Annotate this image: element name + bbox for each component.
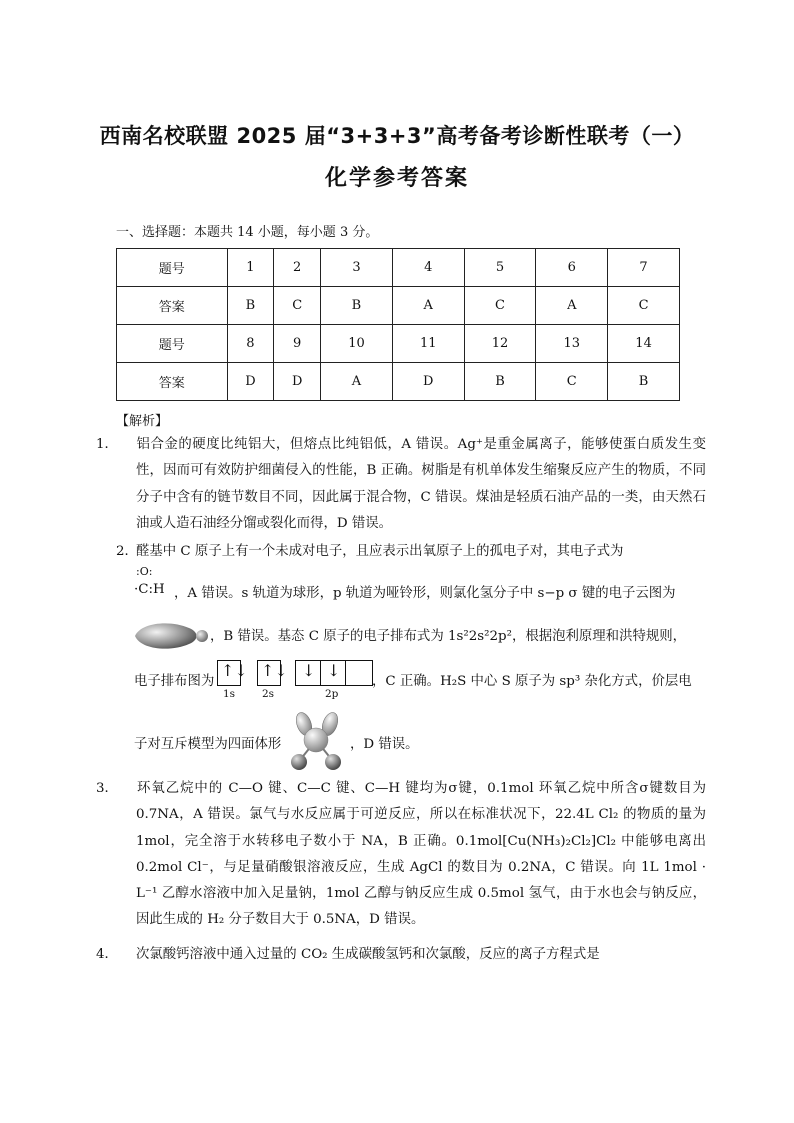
table-cell: B [608,363,680,401]
question-text: 次氯酸钙溶液中通入过量的 CO₂ 生成碳酸氢钙和次氯酸，反应的离子方程式是 [136,947,600,962]
paired-arrows-icon: ↑↓ [221,661,248,680]
title-line-1: 西南名校联盟 2025 届“3+3+3”高考备考诊断性联考（一） [99,124,695,148]
question-2-line-5a: 子对互斥模型为四面体形 [134,737,282,752]
table-cell: 10 [321,325,393,363]
aldehyde-formula-top: :O: [136,565,153,578]
question-2-line-4b: ，C 正确。H₂S 中心 S 原子为 sp³ 杂化方式，价层电 [372,674,692,689]
table-cell: 13 [536,325,608,363]
question-number: 1． [96,437,118,452]
table-cell: 9 [274,325,321,363]
divider [320,660,321,686]
table-cell: 6 [536,249,608,287]
question-text: 铝合金的硬度比纯铝大，但熔点比纯铝低，A 错误。Ag⁺是重金属离子，能够使蛋白质发生变性，因而可有效防护细菌侵入的性能，B 正确。树脂是有机单体发生缩聚反应产生的物质，不同分子中含有的链节数目不同，因此属于混合物，C 错误。煤油是轻质石油产品的一类，由天然石油或人造石油经分馏或裂化而得，D 错误。 [136,437,706,531]
question-4-explanation [96,942,706,968]
question-3-explanation [96,776,706,934]
question-2-line-5b: ，D 错误。 [350,737,419,752]
table-cell: B [321,287,393,325]
table-cell: C [608,287,680,325]
table-row [117,325,680,363]
table-cell: 8 [227,325,274,363]
row-header-cell: 答案 [117,287,228,325]
analysis-heading: 【解析】 [116,414,169,429]
answer-table [116,248,680,401]
aldehyde-formula-bottom: ·C:H [134,582,165,597]
question-2-line-2: ，A 错误。s 轨道为球形，p 轨道为哑铃形，则氯化氢分子中 s−p σ 键的电子云图为 [174,586,676,601]
question-number: 3． [96,781,118,796]
question-number: 2． [116,544,138,559]
table-cell: A [392,287,464,325]
table-cell: 3 [321,249,393,287]
table-cell: 12 [464,325,536,363]
table-row [117,287,680,325]
orbital-label-2s: 2s [262,688,275,700]
table-cell: D [392,363,464,401]
question-text: 醛基中 C 原子上有一个未成对电子，且应表示出氧原子上的孤电子对，其电子式为 [136,544,624,559]
orbital-label-1s: 1s [223,688,236,700]
question-2-line-3: ，B 错误。基态 C 原子的电子排布式为 1s²2s²2p²，根据泡利原理和洪特规则， [210,629,687,644]
section-heading: 一、选择题：本题共 14 小题，每小题 3 分。 [116,225,379,240]
table-cell: 1 [227,249,274,287]
table-cell: 14 [608,325,680,363]
table-cell: C [536,363,608,401]
question-2-line-4a: 电子排布图为 [134,674,215,689]
single-arrow-icon: ↓ [302,661,316,680]
table-cell: 7 [608,249,680,287]
orbital-label-2p: 2p [325,688,339,700]
question-1-explanation [96,432,706,537]
row-header-cell: 答案 [117,363,228,401]
table-cell: B [464,363,536,401]
table-row [117,363,680,401]
tetrahedral-model-icon [282,708,352,772]
single-arrow-icon: ↓ [327,661,341,680]
table-cell: A [536,287,608,325]
table-row [117,249,680,287]
question-text: 环氧乙烷中的 C—O 键、C—C 键、C—H 键均为σ键，0.1mol 环氧乙烷中所含σ键数目为 0.7NA，A 错误。氯气与水反应属于可逆反应，所以在标准状况下，22.4L Cl₂ 的物质的量为 1mol，完全溶于水转移电子数小于 NA，B 正确。0.1mol[Cu(NH₃)₂Cl₂]Cl₂ 中能够电离出 0.2mol Cl⁻，与足量硝酸银溶液反应，生成 AgCl 的数目为 0.2NA，C 错误。向 1L 1mol · L⁻¹ 乙醇水溶液中加入足量钠，1mol 乙醇与钠反应生成 0.5mol 氢气，由于水也会与钠反应，因此生成的 H₂ 分子数目大于 0.5NA，D 错误。 [136,781,706,928]
table-cell: 11 [392,325,464,363]
row-header-cell: 题号 [117,249,228,287]
s-p-sigma-cloud-icon [133,616,213,656]
table-cell: 2 [274,249,321,287]
question-number: 4． [96,947,118,962]
table-cell: C [464,287,536,325]
divider [345,660,346,686]
table-cell: 5 [464,249,536,287]
title-line-2: 化学参考答案 [324,166,469,191]
question-2-line-1 [116,540,623,559]
table-cell: D [274,363,321,401]
table-cell: C [274,287,321,325]
table-cell: A [321,363,393,401]
row-header-cell: 题号 [117,325,228,363]
table-cell: D [227,363,274,401]
table-cell: B [227,287,274,325]
paired-arrows-icon: ↑↓ [261,661,288,680]
table-cell: 4 [392,249,464,287]
